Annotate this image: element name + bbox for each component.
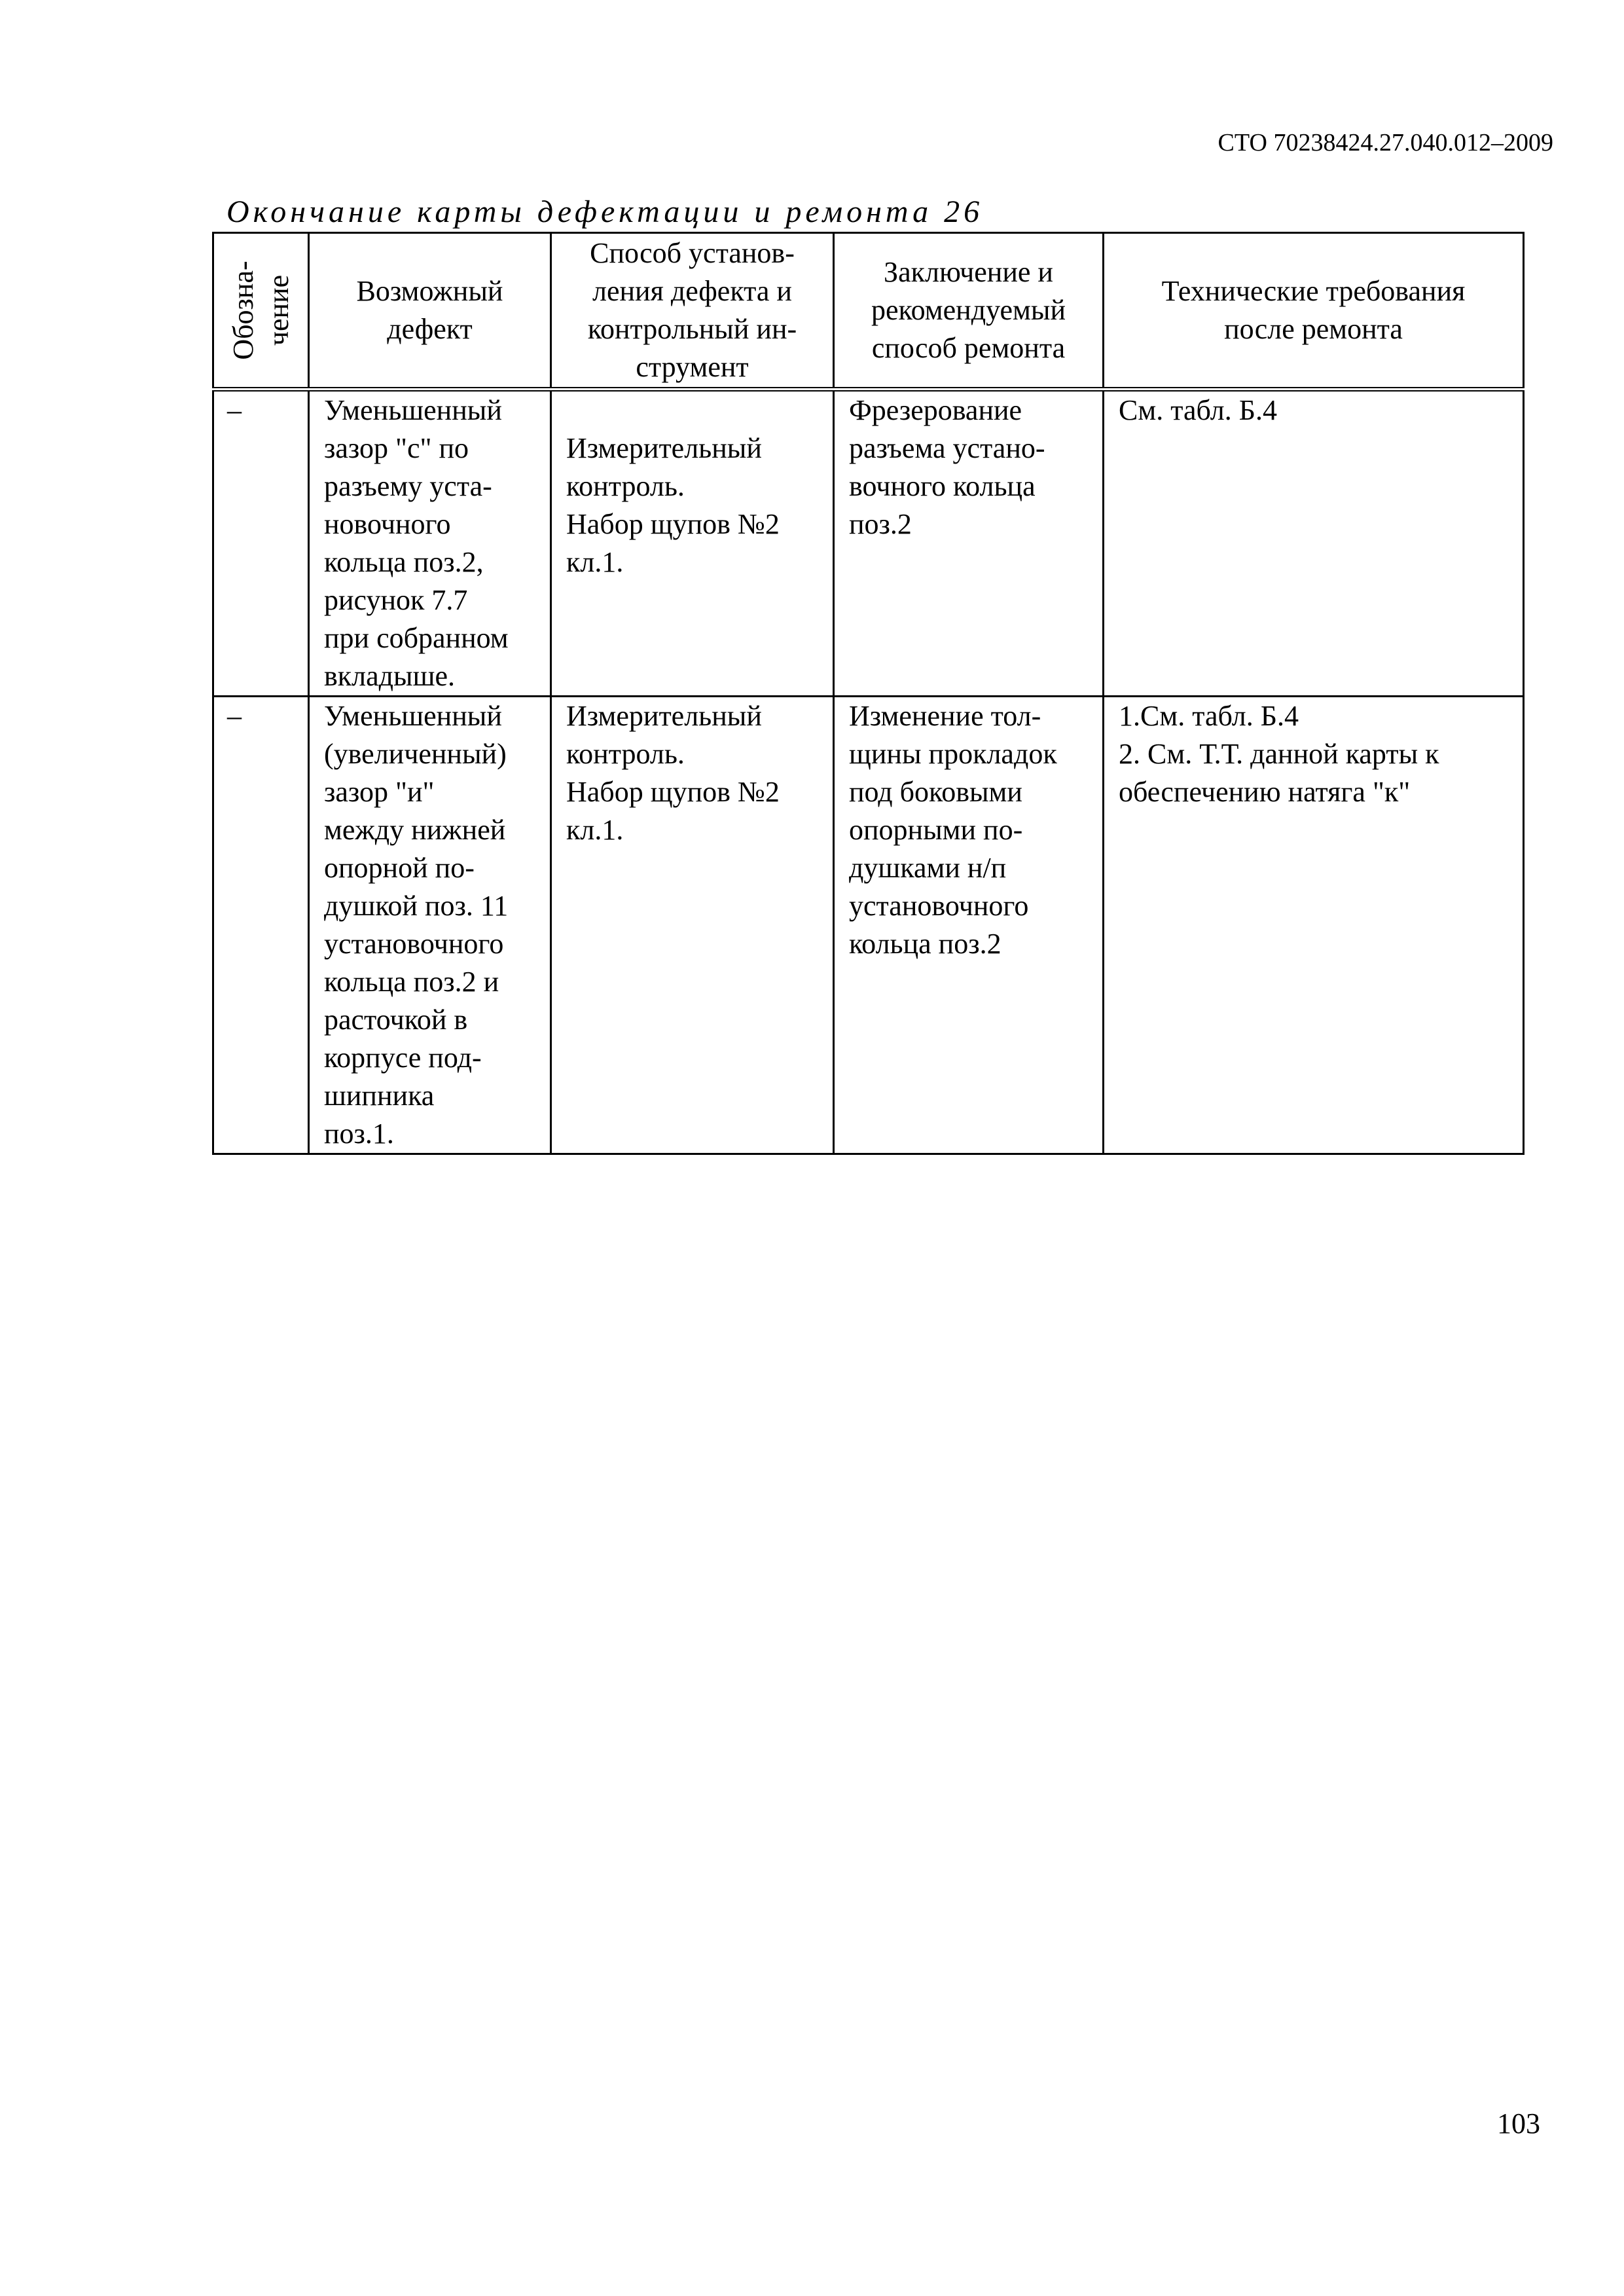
defect-table <box>212 232 1525 1155</box>
header-method: Способ установ- ления дефекта и контрольный ин- струмент <box>551 233 834 390</box>
header-repair: Заключение и рекомендуемый способ ремонта <box>834 233 1104 390</box>
cell-defect: Уменьшенный зазор "с" по разъему уста- новочного кольца поз.2, рисунок 7.7 при собранном вкладыше. <box>309 390 551 697</box>
cell-method: Измерительный контроль. Набор щупов №2 кл.1. <box>551 390 834 697</box>
cell-method: Измерительный контроль. Набор щупов №2 кл.1. <box>551 697 834 1154</box>
table-caption: Окончание карты дефектации и ремонта 26 <box>226 194 984 229</box>
table-header-row <box>213 233 1524 390</box>
cell-repair: Фрезерование разъема устано- вочного кольца поз.2 <box>834 390 1104 697</box>
cell-repair: Изменение тол- щины прокладок под боковыми опорными по- душками н/п установочного кольца поз.2 <box>834 697 1104 1154</box>
header-requirements: Технические требования после ремонта <box>1104 233 1524 390</box>
table-row <box>213 390 1524 697</box>
header-defect: Возможный дефект <box>309 233 551 390</box>
table-row <box>213 697 1524 1154</box>
cell-requirements: См. табл. Б.4 <box>1104 390 1524 697</box>
document-code: СТО 70238424.27.040.012–2009 <box>1218 129 1553 156</box>
page-number: 103 <box>1497 2107 1540 2140</box>
cell-designation: – <box>213 697 309 1154</box>
cell-designation: – <box>213 390 309 697</box>
header-designation <box>213 233 309 390</box>
cell-requirements: 1.См. табл. Б.4 2. См. Т.Т. данной карты к обеспечению натяга "к" <box>1104 697 1524 1154</box>
header-designation-label: Обозна- чение <box>226 261 295 360</box>
cell-defect: Уменьшенный (увеличенный) зазор "и" между нижней опорной по- душкой поз. 11 установочного кольца поз.2 и расточкой в корпусе под- шипника поз.1. <box>309 697 551 1154</box>
